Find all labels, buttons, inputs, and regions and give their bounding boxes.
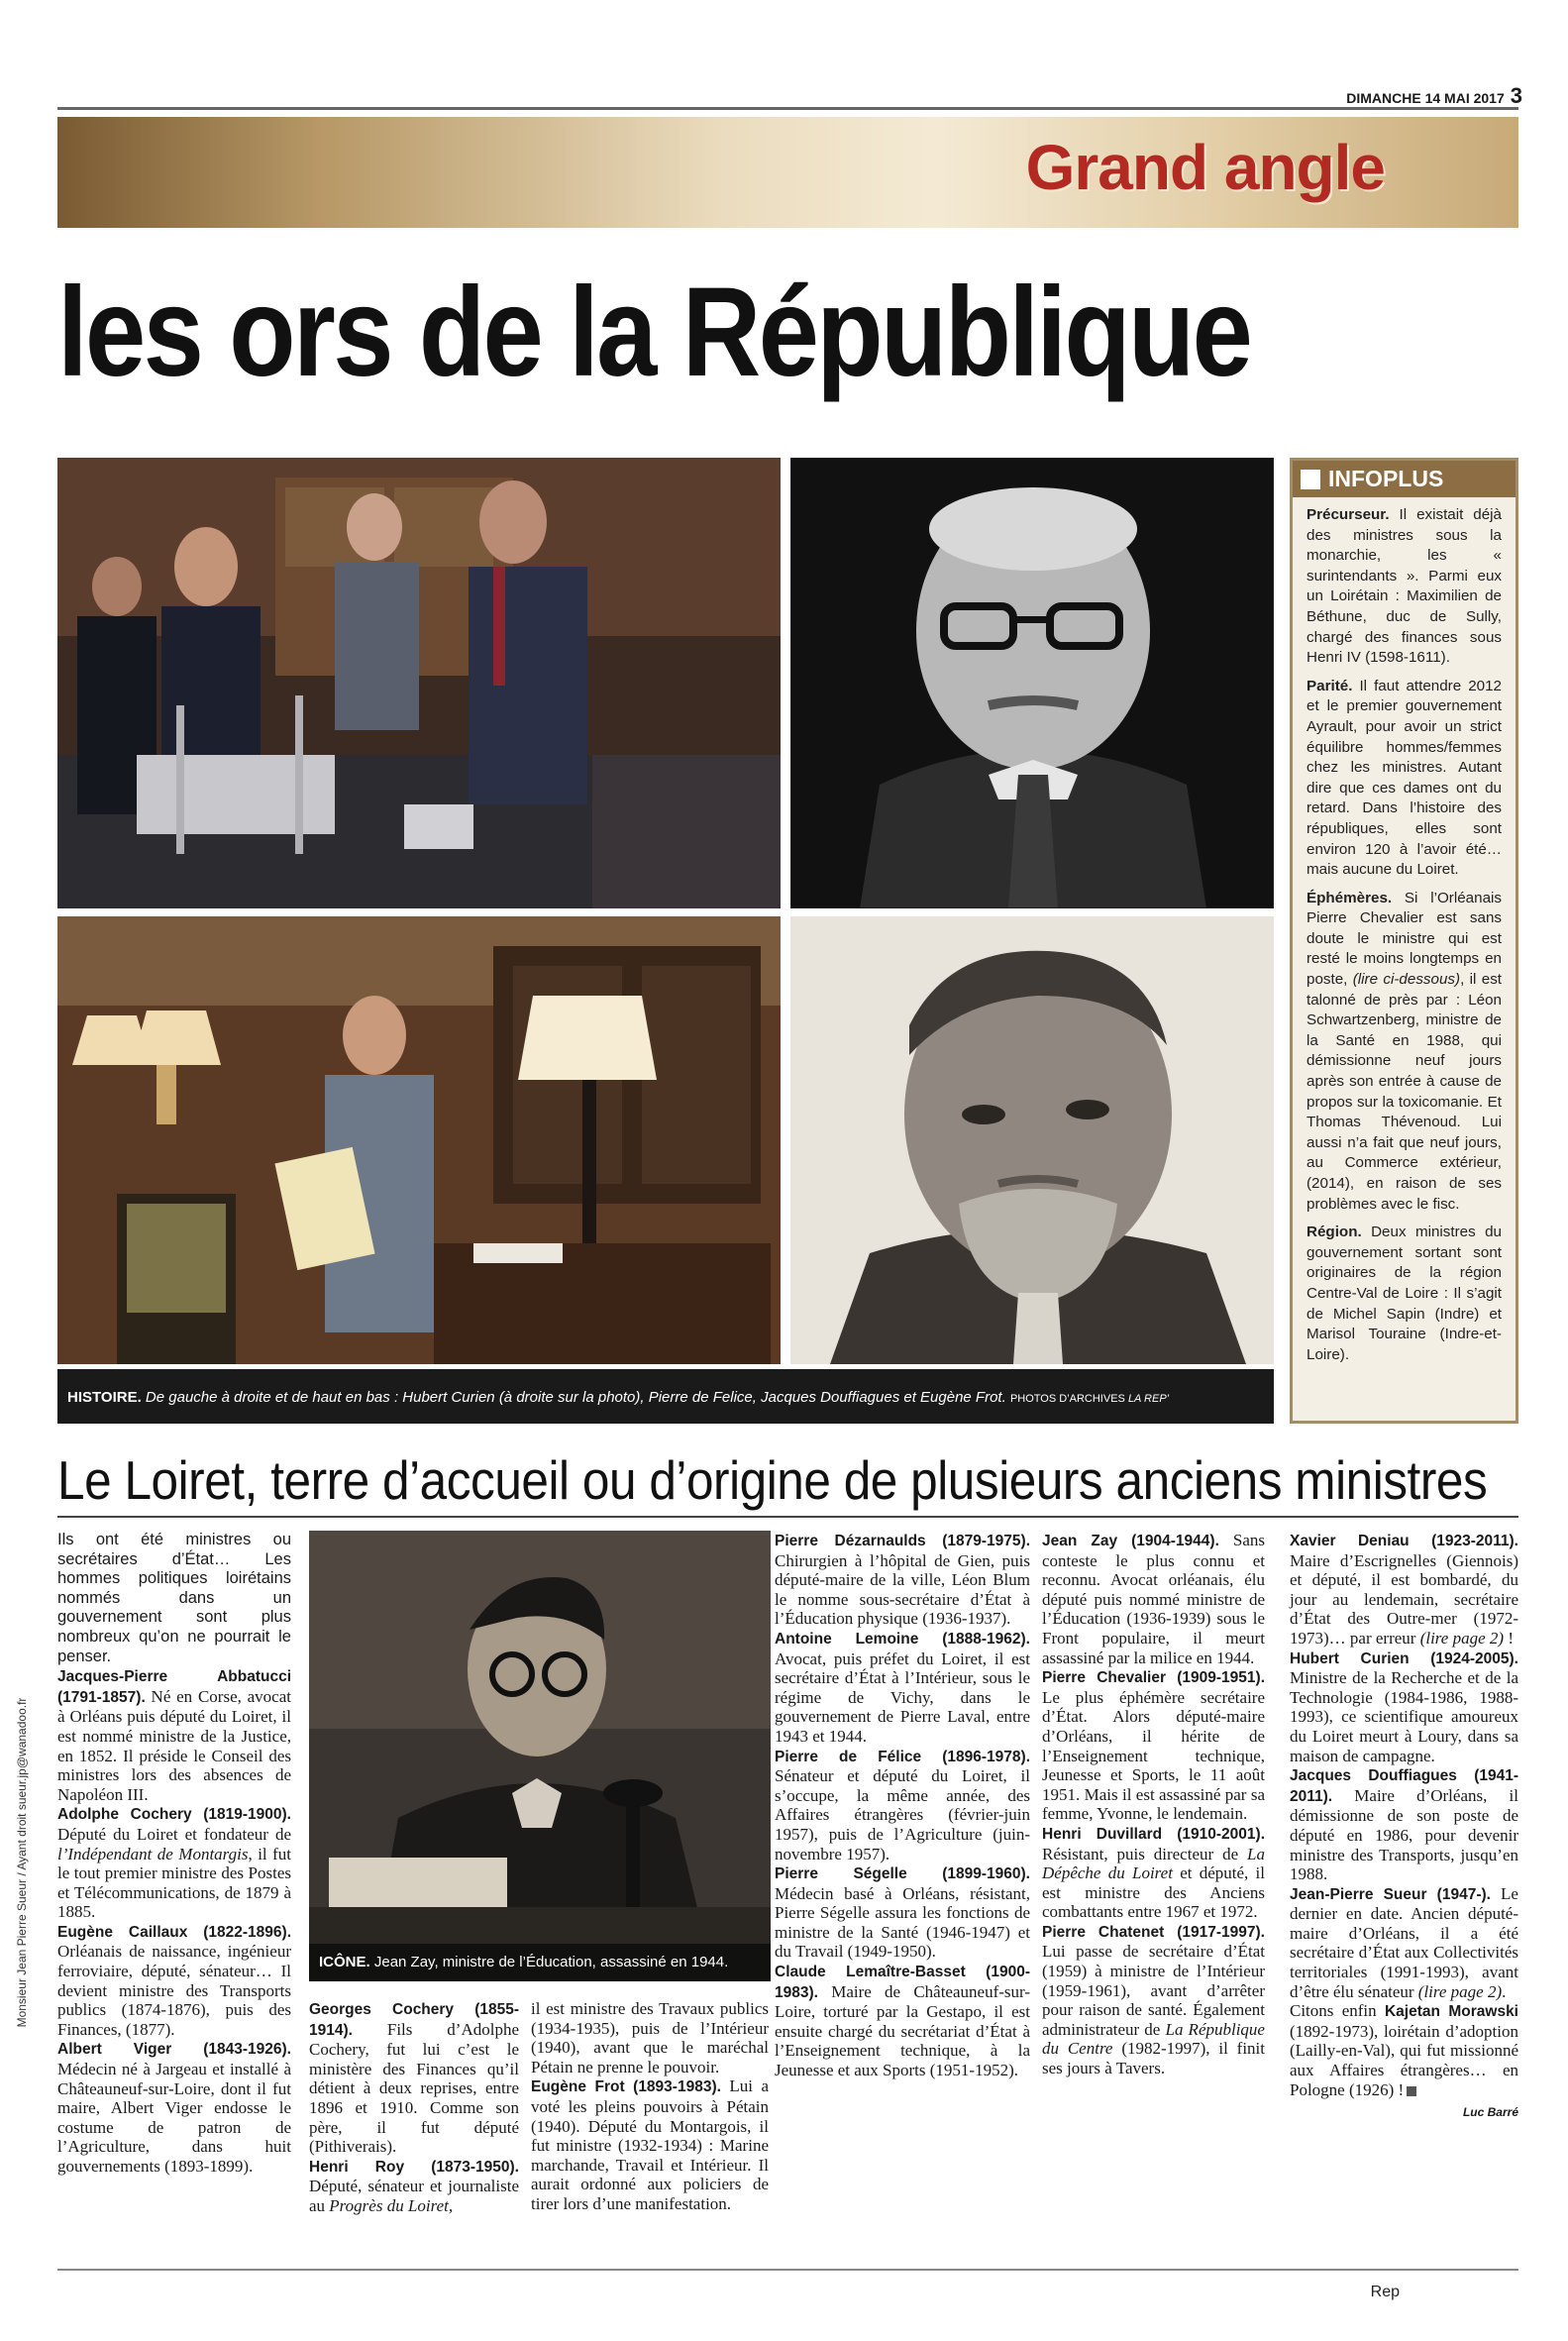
- entry-name: Albert Viger (1843-1926).: [57, 2041, 291, 2059]
- entry-roy-cont: [531, 1999, 769, 2076]
- issue-date: DIMANCHE 14 MAI 2017: [1346, 90, 1505, 106]
- entry-douffiagues: [1290, 1765, 1518, 1884]
- article-rule: [57, 1516, 1518, 1518]
- entry-morawski: [1290, 2001, 1518, 2099]
- entry-name: Jean Zay (1904-1944).: [1042, 1533, 1219, 1549]
- article-column-2: [309, 1999, 519, 2216]
- entry-italic: (lire page 2): [1419, 1628, 1505, 1648]
- entry-name: Jean-Pierre Sueur (1947-).: [1290, 1885, 1491, 1903]
- caption-text: De gauche à droite et de haut en bas : Hubert Curien (à droite sur la photo), Pierre de Felice, Jacques Douffiagues et Eugène Frot.: [145, 1389, 1006, 1406]
- entry-name: Jacques-Pierre Abbatucci (1791-1857).: [57, 1668, 291, 1706]
- page-headline: les ors de la République: [57, 262, 1251, 403]
- footer-rule: [57, 2269, 1518, 2271]
- article-column-4: [775, 1531, 1030, 2080]
- entry-text: Lui passe de secrétaire d’État (1959) à ministre de l’Intérieur (1959-1961), avant d’arrêter pour raison de santé. Également administrateur de: [1042, 1942, 1265, 2039]
- infoplus-box: [1290, 458, 1518, 1424]
- entry-name: Claude Lemaître-Basset (1900-1983).: [775, 1964, 1030, 2001]
- entry-italic: (lire page 2): [1417, 1981, 1503, 2001]
- page-number: 3: [1510, 83, 1522, 108]
- infoplus-item: [1307, 889, 1502, 1216]
- zay-caption-label: ICÔNE.: [319, 1954, 370, 1970]
- section-band: [57, 117, 1518, 228]
- infoplus-text: , il est talonné de près par : Léon Schwartzenberg, ministre de la Santé en 1988, qui démissionne neuf jours après son entrée à cause de propos sur la toxicomanie. Et Thomas Thévenoud. Lui aussi n’a fait que neuf jours, au Commerce extérieur, (2014), en raison de ses problèmes avec le fisc.: [1307, 971, 1503, 1213]
- entry-text: Député du Loiret et fondateur de: [57, 1824, 291, 1844]
- infoplus-header: [1293, 461, 1516, 497]
- side-credit: [8, 1427, 36, 2298]
- photo-pierre-de-felice: [790, 458, 1274, 908]
- entry-text: .: [1502, 1981, 1507, 2001]
- entry-name: Pierre Dézarnaulds (1879-1975).: [775, 1533, 1030, 1549]
- entry-name: Georges Cochery (1855-1914).: [309, 2001, 519, 2039]
- end-mark-icon: [1407, 2086, 1416, 2096]
- entry-text: , il fut le tout premier ministre des Postes et Télécommunications, de 1879 à 1885.: [57, 1844, 291, 1922]
- infoplus-title: INFOPLUS: [1328, 466, 1444, 491]
- entry-deniau: [1290, 1531, 1518, 1649]
- caption-label: HISTOIRE.: [67, 1389, 142, 1406]
- photo-jacques-douffiagues: [57, 916, 781, 1364]
- entry-name: Pierre Ségelle (1899-1960).: [775, 1865, 1030, 1883]
- section-title: Grand angle: [1025, 132, 1385, 203]
- infoplus-item: [1307, 505, 1502, 669]
- entry-text: Chirurgien à l’hôpital de Gien, puis député-maire de la ville, Léon Blum le nomme sous-secrétaire d’État à l’Éducation physique (1936-1937).: [775, 1550, 1030, 1629]
- entry-text: Sénateur et député du Loiret, il s’occupe, la même année, des Affaires étrangères (février-juin 1957), puis de l’Agriculture (juin-novembre 1957).: [775, 1766, 1030, 1863]
- entry-text: Avocat, puis préfet du Loiret, il est secrétaire d’État à l’Intérieur, sous le régime de Vichy, dans le gouvernement de Pierre Laval, entre 1943 et 1944.: [775, 1649, 1030, 1746]
- infoplus-item: [1307, 1223, 1502, 1365]
- entry-italic: La Dépêche du Loiret: [1042, 1844, 1265, 1883]
- infoplus-term: Région.: [1307, 1224, 1362, 1241]
- entry-text: (1982-1997), il finit ses jours à Tavers.: [1042, 2039, 1266, 2078]
- entry-text: Le dernier en date. Ancien député-maire d’Orléans, il a été secrétaire d’État aux Collectivités territoriales (1991-1993), avant d’être élu sénateur: [1290, 1883, 1518, 2001]
- entry-italic: Progrès du Loiret,: [329, 2195, 454, 2215]
- entry-text: Le plus éphémère secrétaire d’État. Alors député-maire d’Orléans, il hérite de l’Enseignement technique, Jeunesse et Sports, le 11 août 1951. Mais il est assassiné par sa femme, Yvonne, le lendemain.: [1042, 1687, 1265, 1824]
- footer-label: Rep: [1370, 2284, 1400, 2300]
- entry-name: Eugène Caillaux (1822-1896).: [57, 1923, 291, 1941]
- photo-credit: [1010, 1393, 1169, 1405]
- entry-italic: La République du Centre: [1042, 2019, 1265, 2059]
- entry-name: Pierre Chatenet (1917-1997).: [1042, 1923, 1265, 1941]
- entry-text: Médecin né à Jargeau et installé à Châteauneuf-sur-Loire, dont il fut maire, Albert Viger endosse le costume de patron de l’Agriculture, dans huit gouvernements (1893-1899).: [57, 2060, 291, 2176]
- entry-text: Maire de Châteauneuf-sur-Loire, torturé par la Gestapo, il est ensuite chargé du secrétariat d’État à l’Enseignement technique, à la Jeunesse et aux Sports (1951-1952).: [775, 1981, 1030, 2080]
- entry-frot: [531, 2076, 769, 2213]
- entry-name: Pierre Chevalier (1909-1951).: [1042, 1669, 1265, 1687]
- page-folio: [1346, 83, 1522, 109]
- entry-name: Antoine Lemoine (1888-1962).: [775, 1630, 1030, 1648]
- entry-name: Adolphe Cochery (1819-1900).: [57, 1806, 291, 1824]
- photo-hubert-curien-group: [57, 458, 781, 908]
- photo-eugene-frot: [790, 916, 1274, 1364]
- entry-text: Maire d’Escrignelles (Giennois) et député, il est bombardé, du jour au lendemain, secrétaire d’État des Outre-mer (1972-1973)… par erreur: [1290, 1550, 1518, 1648]
- author-signature: Luc Barré: [1462, 2105, 1518, 2120]
- entry-chatenet: [1042, 1922, 1265, 2078]
- entry-text: il est ministre des Travaux publics (1934-1935), puis de l’Intérieur (1940), avant que le maréchal Pétain ne prenne le pouvoir.: [531, 1999, 769, 2076]
- entry-roy: [309, 2157, 519, 2216]
- entry-zay: [1042, 1531, 1265, 1667]
- entry-name: Pierre de Félice (1896-1978).: [775, 1748, 1030, 1765]
- entry-text: !: [1504, 1628, 1514, 1648]
- entry-abbatucci: [57, 1666, 291, 1804]
- infoplus-text: Si l’Orléanais Pierre Chevalier est sans doute le ministre qui est resté le moins longtemps en poste,: [1307, 889, 1502, 989]
- entry-sueur: [1290, 1884, 1518, 2002]
- article-title: Le Loiret, terre d’accueil ou d’origine de plusieurs anciens ministres: [57, 1449, 1488, 1511]
- article-column-1: [57, 1531, 291, 2177]
- header-rule: [57, 107, 1518, 110]
- entry-adolphe-cochery: [57, 1804, 291, 1922]
- entry-name: Kajetan Morawski: [1384, 2003, 1518, 2021]
- entry-text: Résistant, puis directeur de: [1042, 1844, 1248, 1863]
- entry-felice: [775, 1747, 1030, 1864]
- entry-text: Orléanais de naissance, ingénieur ferroviaire, député, sénateur… Il devient ministre des Transports publics (1874-1876), puis des Finances, (1877).: [57, 1942, 291, 2039]
- article-column-3: [531, 1999, 769, 2214]
- entry-name: Henri Roy (1873-1950).: [309, 2158, 519, 2176]
- article-column-5: [1042, 1531, 1265, 2078]
- infoplus-term: Précurseur.: [1307, 506, 1390, 523]
- infoplus-square-icon: [1301, 470, 1320, 489]
- entry-name: Xavier Deniau (1923-2011).: [1290, 1533, 1518, 1549]
- entry-name: Eugène Frot (1893-1983).: [531, 2078, 721, 2096]
- infoplus-text: Il existait déjà des ministres sous la monarchie, les « surintendants ». Parmi eux un Loirétain : Maximilien de Béthune, duc de Sully, chargé des finances sous Henri IV (1598-1611).: [1307, 506, 1502, 667]
- entry-text: Maire d’Orléans, il démissionne de son poste de député en 1986, pour devenir ministre des Transports, jusqu’en 1988.: [1290, 1785, 1518, 1884]
- entry-italic: l’Indépendant de Montargis: [57, 1844, 249, 1863]
- article-lead: Ils ont été ministres ou secrétaires d’État… Les hommes politiques loirétains nommés dans un gouvernement sont plus nombreux qu’on ne pourrait le penser.: [57, 1531, 291, 1665]
- entry-text: Médecin basé à Orléans, résistant, Pierre Ségelle assura les fonctions de ministre de la Santé (1946-1947) et du Travail (1949-1950).: [775, 1883, 1030, 1962]
- entry-text: Citons enfin: [1290, 2001, 1385, 2021]
- entry-name: Henri Duvillard (1910-2001).: [1042, 1825, 1265, 1843]
- infoplus-item: [1307, 677, 1502, 881]
- entry-lemaitre: [775, 1962, 1030, 2080]
- infoplus-text: Il faut attendre 2012 et le premier gouvernement Ayrault, pour avoir un strict équilibre hommes/femmes chez les ministres. Autant dire que ces dames ont du retard. Dans l’histoire des républiques, elles sont environ 120 à l’avoir été… mais aucune du Loiret.: [1307, 677, 1502, 879]
- infoplus-body: [1293, 497, 1516, 1365]
- entry-text: Fils d’Adolphe Cochery, fut lui c’est le ministère des Finances qu’il détient à deux reprises, entre 1896 et 1910. Comme son père, il fut député (Pithiverais).: [309, 2019, 519, 2157]
- credit-source: LA REP’: [1127, 1393, 1170, 1405]
- entry-text: Député, sénateur et journaliste au: [309, 2177, 519, 2215]
- photos-caption: [57, 1369, 1274, 1424]
- photo-jean-zay: [309, 1531, 771, 1981]
- entry-text: et député, il est ministre des Anciens combattants entre 1967 et 1972.: [1042, 1863, 1265, 1922]
- entry-viger: [57, 2039, 291, 2176]
- zay-caption: [309, 1944, 771, 1981]
- entry-duvillard: [1042, 1824, 1265, 1922]
- entry-text: Sans conteste le plus connu et reconnu. Avocat orléanais, élu député puis nommé ministre de l’Éducation (1936-1939) sous le Front populaire, il meurt assassiné par la milice en 1944.: [1042, 1531, 1265, 1667]
- infoplus-text-italic: (lire ci-dessous): [1352, 971, 1461, 989]
- article-column-6: [1290, 1531, 1518, 2123]
- entry-name: Hubert Curien (1924-2005).: [1290, 1649, 1518, 1667]
- entry-text: Né en Corse, avocat à Orléans puis député du Loiret, il est nommé ministre de la Justice, en 1852. Il préside le Conseil des ministres lors des absences de Napoléon III.: [57, 1686, 291, 1804]
- credit-prefix: PHOTOS D’ARCHIVES: [1009, 1393, 1128, 1405]
- entry-caillaux: [57, 1922, 291, 2040]
- infoplus-text: Deux ministres du gouvernement sortant sont originaires de la région Centre-Val de Loire : Il s’agit de Michel Sapin (Indre) et Marisol Touraine (Indre-et-Loire).: [1307, 1224, 1502, 1363]
- entry-curien: [1290, 1649, 1518, 1766]
- entry-text: Lui a voté les pleins pouvoirs à Pétain (1940). Député du Montargois, il fut ministre (1932-1934) : Marine marchande, Travail et Intérieur. Il aurait ordonné aux policiers de tirer lors d’une manifestation.: [531, 2076, 770, 2213]
- entry-text: Ministre de la Recherche et de la Technologie (1984-1986, 1988-1993), ce scientifique amoureux du Loiret meurt à Loury, dans sa maison de campagne.: [1290, 1668, 1518, 1765]
- entry-dezarnaulds: [775, 1531, 1030, 1629]
- entry-chevalier: [1042, 1667, 1265, 1824]
- side-credit-text: Monsieur Jean Pierre Sueur / Ayant droit sueur.jp@wanadoo.fr: [15, 1697, 29, 2028]
- entry-segelle: [775, 1863, 1030, 1962]
- entry-name: Jacques Douffiagues (1941-2011).: [1290, 1767, 1518, 1805]
- entry-georges-cochery: [309, 1999, 519, 2157]
- entry-lemoine: [775, 1629, 1030, 1747]
- entry-text: (1892-1973), loirétain d’adoption (Lailly-en-Val), qui fut missionné aux Affaires étrangères… en Pologne (1926) !: [1290, 2021, 1518, 2099]
- infoplus-term: Parité.: [1307, 677, 1353, 694]
- infoplus-term: Éphémères.: [1307, 889, 1393, 906]
- zay-caption-text: Jean Zay, ministre de l’Éducation, assassiné en 1944.: [369, 1954, 729, 1970]
